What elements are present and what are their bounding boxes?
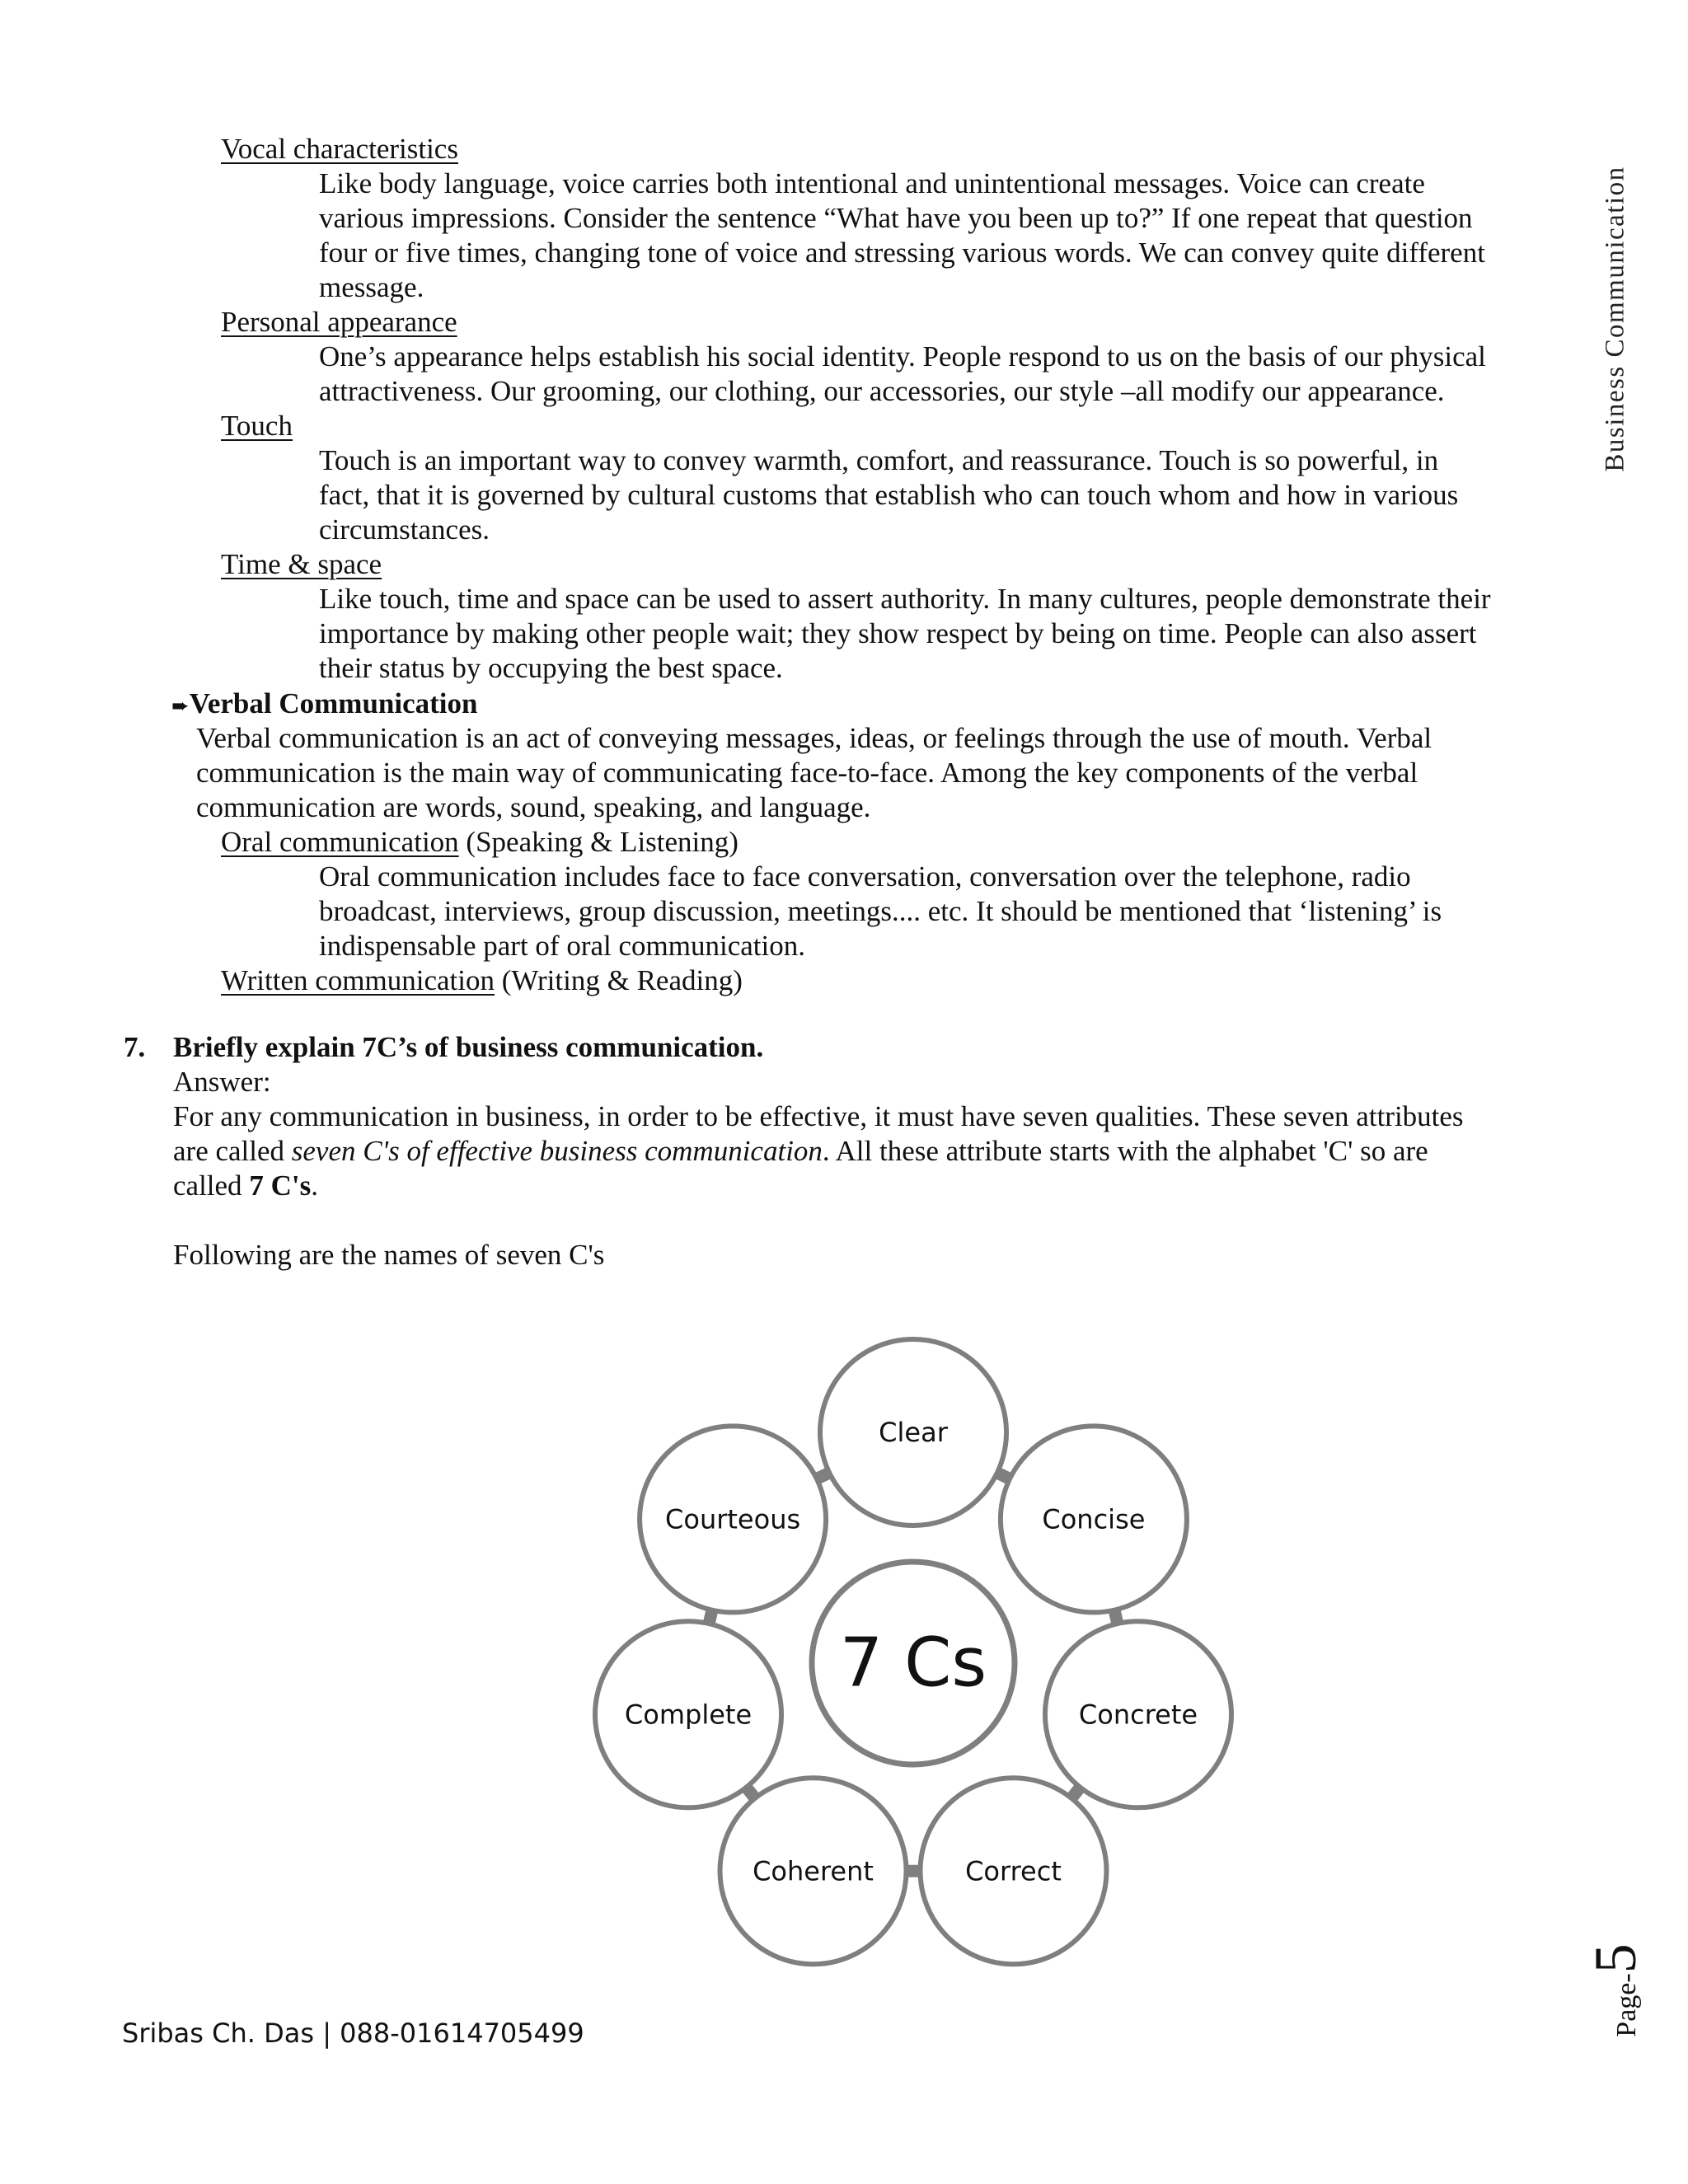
answer-line-2-start: are called — [173, 1135, 292, 1167]
oral-line-3: indispensable part of oral communication. — [319, 930, 805, 962]
touch-line-2: fact, that it is governed by cultural customs that establish who can touch whom and how in various — [319, 479, 1459, 511]
written-heading: Written communication — [221, 964, 495, 996]
vocal-heading: Vocal characteristics — [221, 133, 458, 165]
answer-line-3-start: called — [173, 1169, 250, 1202]
appearance-line-2: attractiveness. Our grooming, our clothing, our accessories, our style –all modify our appearance. — [319, 375, 1445, 407]
page-label: Page- — [1611, 1973, 1642, 2037]
oral-line-1: Oral communication includes face to face conversation, conversation over the telephone, radio — [319, 860, 1411, 893]
node-label-correct: Correct — [965, 1855, 1062, 1887]
page-number: 5 — [1582, 1943, 1648, 1974]
node-label-coherent: Coherent — [753, 1855, 874, 1887]
time-space-line-2: importance by making other people wait; they show respect by being on time. People can also assert — [319, 617, 1477, 649]
touch-heading: Touch — [221, 410, 293, 442]
time-space-line-1: Like touch, time and space can be used to assert authority. In many cultures, people demonstrate their — [319, 583, 1491, 615]
center-label: 7 Cs — [839, 1624, 987, 1703]
verbal-line-2: communication is the main way of communicating face-to-face. Among the key components of the verbal — [196, 757, 1418, 789]
time-space-heading: Time & space — [221, 548, 382, 580]
appearance-heading: Personal appearance — [221, 306, 457, 338]
written-note: (Writing & Reading) — [494, 964, 743, 996]
appearance-line-1: One’s appearance helps establish his social identity. People respond to us on the basis of our physical — [319, 340, 1486, 373]
node-label-concrete: Concrete — [1078, 1699, 1198, 1731]
verbal-heading: Verbal Communication — [189, 687, 478, 719]
answer-line-1: For any communication in business, in order to be effective, it must have seven qualities. These seven attributes — [173, 1100, 1464, 1132]
question-title: Briefly explain 7C’s of business communication. — [173, 1031, 764, 1063]
footer-author: Sribas Ch. Das | 088-01614705499 — [122, 2018, 584, 2049]
answer-label: Answer: — [173, 1066, 271, 1098]
page-number-block — [1582, 1896, 1648, 2085]
answer-line-2-end: . All these attribute starts with the alphabet 'C' so are — [822, 1135, 1428, 1167]
touch-line-3: circumstances. — [319, 513, 490, 546]
question-number: 7. — [124, 1031, 146, 1063]
vocal-line-1: Like body language, voice carries both intentional and unintentional messages. Voice can create — [319, 167, 1425, 199]
verbal-line-1: Verbal communication is an act of conveying messages, ideas, or feelings through the use of mouth. Verbal — [196, 722, 1432, 754]
oral-heading: Oral communication — [221, 826, 459, 858]
following-line: Following are the names of seven C's — [173, 1239, 605, 1271]
time-space-line-3: their status by occupying the best space. — [319, 652, 783, 684]
oral-note: (Speaking & Listening) — [458, 826, 738, 858]
answer-bold-term: 7 C's — [249, 1169, 312, 1202]
answer-italic-phrase: seven C's of effective business communication — [291, 1135, 823, 1167]
center-node — [812, 1562, 1015, 1765]
arrow-bullet-icon: ➨ — [171, 694, 190, 719]
node-label-concise: Concise — [1042, 1503, 1146, 1535]
running-header-text: Business Communication — [1600, 166, 1630, 472]
vocal-line-4: message. — [319, 271, 424, 303]
verbal-line-3: communication are words, sound, speaking, and language. — [196, 791, 871, 823]
vocal-line-3: four or five times, changing tone of voice and stressing various words. We can convey quite different — [319, 237, 1485, 269]
touch-line-1: Touch is an important way to convey warmth, comfort, and reassurance. Touch is so powerful, in — [319, 444, 1439, 476]
node-label-complete: Complete — [624, 1699, 753, 1731]
node-label-courteous: Courteous — [665, 1503, 801, 1535]
node-label-clear: Clear — [879, 1417, 948, 1448]
oral-line-2: broadcast, interviews, group discussion, meetings.... etc. It should be mentioned that ‘listening’ is — [319, 895, 1442, 927]
answer-line-3-end: . — [311, 1169, 318, 1202]
vocal-line-2: various impressions. Consider the sentence “What have you been up to?” If one repeat that question — [319, 202, 1473, 234]
